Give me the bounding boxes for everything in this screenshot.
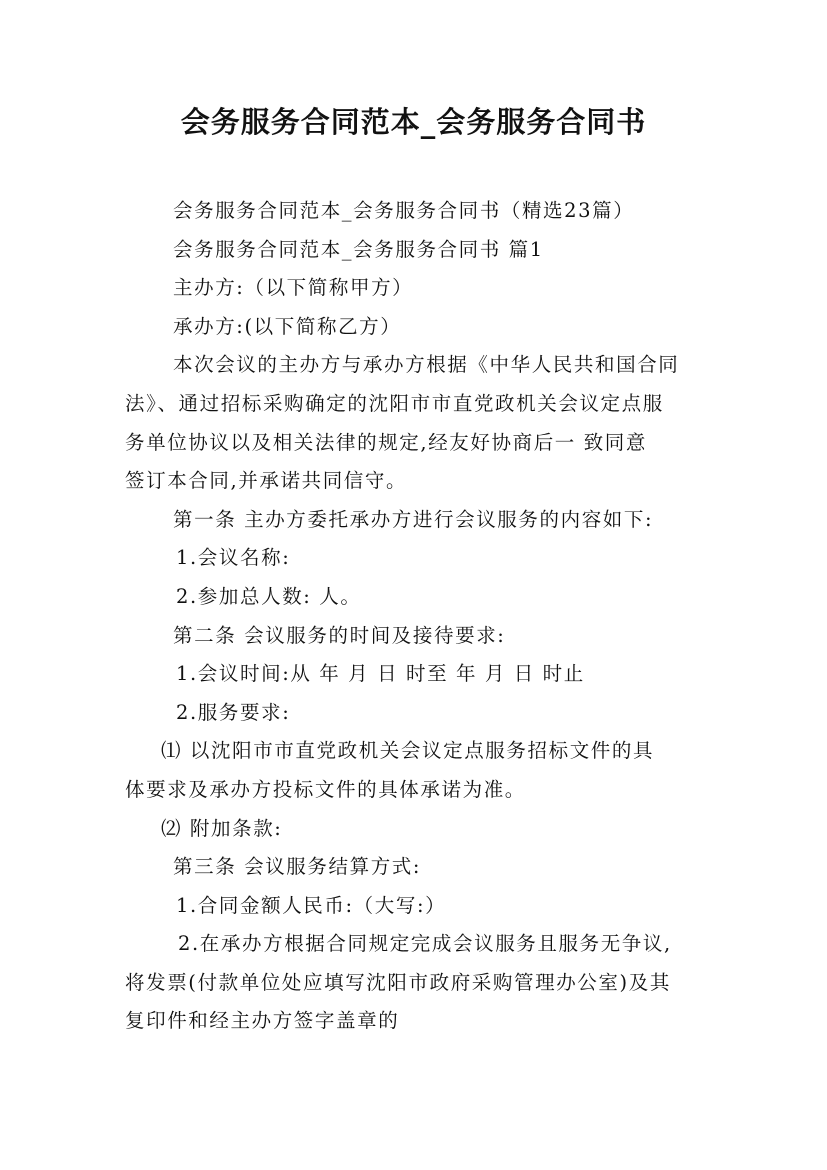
paragraph-line: ⑵ 附加条款: (161, 816, 283, 840)
paragraph-line: 将发票(付款单位处应填写沈阳市政府采购管理办公室)及其 (125, 970, 671, 994)
paragraph-line: ⑴ 以沈阳市市直党政机关会议定点服务招标文件的具 (161, 739, 655, 763)
paragraph-line: 务单位协议以及相关法律的规定,经友好协商后一 致同意 (125, 430, 647, 454)
paragraph-line: 承办方:(以下简称乙方） (173, 314, 402, 338)
paragraph-line: 第二条 会议服务的时间及接待要求: (173, 623, 506, 647)
paragraph-line: 2.参加总人数: 人。 (176, 584, 362, 608)
paragraph-line: 会务服务合同范本_会务服务合同书 篇1 (173, 237, 544, 261)
paragraph-line: 2.在承办方根据合同规定完成会议服务且服务无争议, (178, 932, 672, 956)
paragraph-line: 体要求及承办方投标文件的具体承诺为准。 (125, 777, 526, 801)
paragraph-line: 会务服务合同范本_会务服务合同书（精选23篇） (173, 199, 635, 222)
paragraph-line: 签订本合同,并承诺共同信守。 (125, 469, 408, 493)
paragraph-line: 2.服务要求: (176, 700, 291, 724)
paragraph-line: 本次会议的主办方与承办方根据《中华人民共和国合同 (173, 353, 680, 377)
paragraph-line: 1.会议时间:从 年 月 日 时至 年 月 日 时止 (176, 662, 585, 686)
paragraph-line: 复印件和经主办方签字盖章的 (125, 1009, 400, 1033)
document-title: 会务服务合同范本_会务服务合同书 (180, 105, 647, 139)
paragraph-line: 1.合同金额人民币:（大写:） (176, 893, 447, 917)
document-body (125, 192, 705, 1041)
paragraph-line: 主办方:（以下简称甲方） (173, 276, 414, 300)
paragraph-line: 法》、通过招标采购确定的沈阳市市直党政机关会议定点服 (125, 391, 664, 415)
paragraph-line: 第一条 主办方委托承办方进行会议服务的内容如下: (173, 507, 654, 531)
paragraph-line: 1.会议名称: (176, 546, 291, 570)
paragraph-line: 第三条 会议服务结算方式: (173, 855, 422, 879)
